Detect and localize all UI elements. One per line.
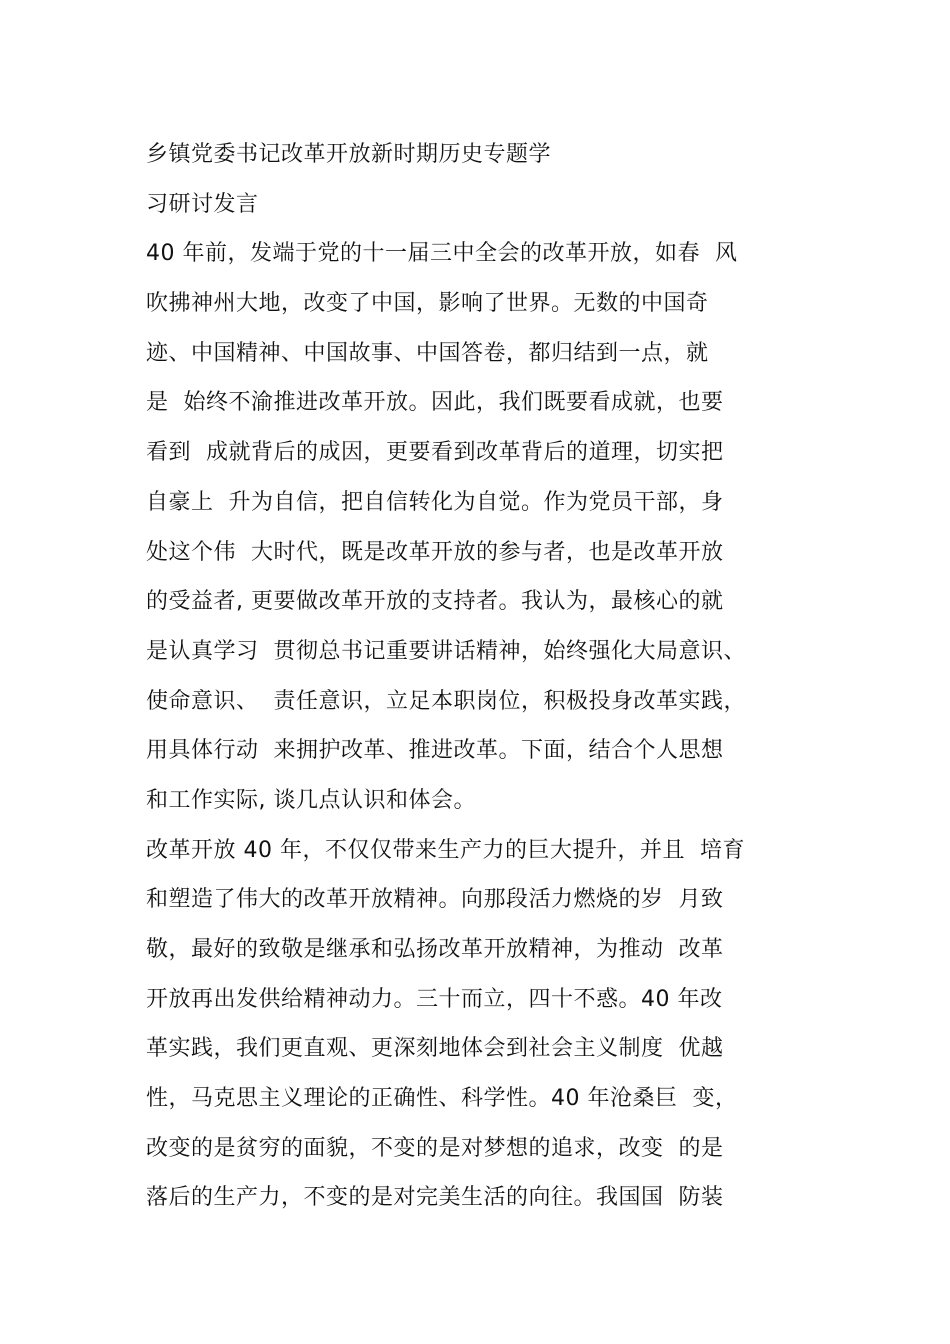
body-line-15: 敬，最好的致敬是继承和弘扬改革开放精神，为推动 改革 [146, 937, 724, 962]
body-line-16: 开放再出发供给精神动力。三十而立，四十不惑。40 年改 [146, 986, 723, 1012]
body-line-5: 看到 成就背后的成因，更要看到改革背后的道理，切实把 [146, 440, 724, 466]
body-line-1: 40 年前，发端于党的十一届三中全会的改革开放，如春 风 [146, 241, 738, 267]
body-line-3: 迹、中国精神、中国故事、中国答卷，都归结到一点，就 [146, 340, 709, 366]
body-line-14: 和塑造了伟大的改革开放精神。向那段活力燃烧的岁 月致 [146, 887, 724, 913]
body-line-20: 落后的生产力，不变的是对完美生活的向往。我国国 防装 [146, 1185, 724, 1211]
body-line-11: 用具体行动 来拥护改革、推进改革。下面，结合个人思想 [146, 738, 724, 764]
body-line-13: 改革开放 40 年，不仅仅带来生产力的巨大提升，并且 培育 [146, 837, 745, 863]
body-line-12: 和工作实际, 谈几点认识和体会。 [146, 787, 476, 813]
body-line-4: 是 始终不渝推进改革开放。因此，我们既要看成就，也要 [146, 390, 724, 416]
body-line-7: 处这个伟 大时代，既是改革开放的参与者，也是改革开放 [146, 539, 724, 565]
body-line-18: 性，马克思主义理论的正确性、科学性。40 年沧桑巨 变， [146, 1086, 738, 1112]
body-line-9: 是认真学习 贯彻总书记重要讲话精神，始终强化大局意识、 [146, 638, 746, 664]
body-line-2: 吹拂神州大地，改变了中国，影响了世界。无数的中国奇 [146, 291, 709, 317]
body-line-19: 改变的是贫穷的面貌，不变的是对梦想的追求，改变 的是 [146, 1135, 724, 1161]
title-line-1: 乡镇党委书记改革开放新时期历史专题学 [146, 142, 552, 167]
title-line-2: 习研讨发言 [146, 191, 259, 217]
body-line-8: 的受益者, 更要做改革开放的支持者。我认为，最核心的就 [146, 589, 724, 615]
body-line-17: 革实践，我们更直观、更深刻地体会到社会主义制度 优越 [146, 1036, 724, 1062]
document-text [146, 130, 836, 1223]
body-line-6: 自豪上 升为自信，把自信转化为自觉。作为党员干部，身 [146, 489, 724, 515]
body-line-10: 使命意识、 责任意识，立足本职岗位，积极投身改革实践， [146, 688, 746, 714]
